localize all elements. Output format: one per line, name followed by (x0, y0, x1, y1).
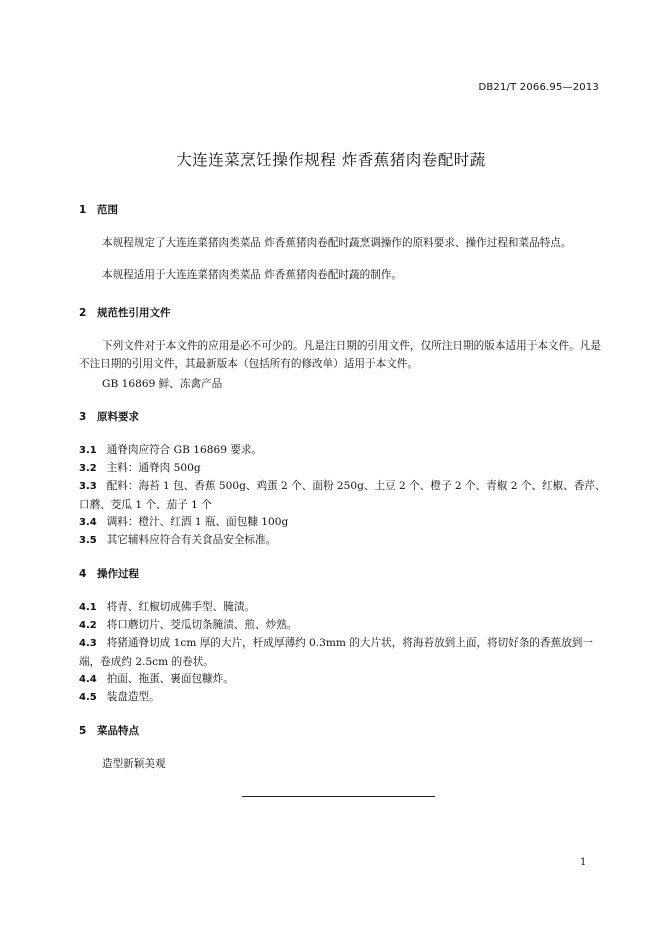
clause-3-4 (79, 513, 607, 532)
normative-reference: GB 16869 鲜、冻禽产品 (102, 378, 223, 390)
clause-text: 调料：橙汁、红酒 1 瓶、面包糠 100g (106, 516, 289, 528)
clause-number: 3.4 (79, 517, 97, 528)
section-1-paragraph-2: 本规程适用于大连连菜猪肉类菜品 炸香蕉猪肉卷配时蔬的制作。 (102, 269, 402, 281)
section-title: 范围 (97, 204, 118, 216)
section-number: 5 (79, 725, 87, 737)
section-title: 原料要求 (97, 411, 139, 423)
section-number: 2 (79, 307, 87, 319)
clause-4-1 (79, 598, 607, 617)
clause-3-2 (79, 459, 607, 478)
clause-text: 配料：海苔 1 包、香蕉 500g、鸡蛋 2 个、面粉 250g、土豆 2 个、橙子 2 个、青椒 2 个、红椒、香芹、口蘑、茭瓜 1 个、茄子 1 个 (79, 480, 606, 511)
clause-3-5 (79, 531, 607, 550)
section-2-heading (79, 305, 171, 320)
standard-code: DB21/T 2066.95—2013 (478, 82, 599, 93)
clause-text: 拍面、拖蛋、裹面包糠炸。 (106, 673, 234, 685)
clause-number: 3.5 (79, 535, 97, 546)
clause-text: 装盘造型。 (106, 691, 160, 703)
section-number: 4 (79, 568, 87, 580)
clause-4-4 (79, 670, 607, 689)
clause-4-2 (79, 616, 607, 635)
clause-number: 4.1 (79, 602, 97, 613)
clause-number: 4.5 (79, 692, 97, 703)
section-2-paragraph: 下列文件对于本文件的应用是必不可少的。凡是注日期的引用文件，仅所注日期的版本适用于本文件。凡是不注日期的引用文件，其最新版本（包括所有的修改单）适用于本文件。 (79, 340, 601, 370)
page-number: 1 (580, 857, 587, 868)
clause-4-5 (79, 688, 607, 707)
clause-3-1 (79, 441, 607, 460)
section-1-paragraph-1: 本规程规定了大连连菜猪肉类菜品 炸香蕉猪肉卷配时蔬烹调操作的原料要求、操作过程和菜品特点。 (102, 237, 572, 249)
end-of-document-rule (242, 796, 435, 797)
section-4-heading (79, 566, 139, 581)
clause-text: 将猪通脊切成 1cm 厚的大片，杆成厚薄约 0.3mm 的大片状，将海苔放到上面，将切好条的香蕉放到一端，卷成约 2.5cm 的卷状。 (79, 637, 593, 668)
section-number: 1 (79, 204, 87, 216)
section-3-heading (79, 409, 139, 424)
clause-number: 4.4 (79, 674, 97, 685)
clause-text: 通脊肉应符合 GB 16869 要求。 (106, 444, 263, 456)
section-title: 菜品特点 (97, 725, 139, 737)
clause-number: 3.1 (79, 445, 97, 456)
clause-number: 4.2 (79, 620, 97, 631)
clause-text: 将青、红椒切成佛手型、腌渍。 (106, 601, 256, 613)
section-number: 3 (79, 411, 87, 423)
clause-3-3 (79, 477, 607, 514)
clause-text: 主料：通脊肉 500g (106, 462, 201, 474)
section-title: 规范性引用文件 (97, 307, 171, 319)
section-title: 操作过程 (97, 568, 139, 580)
document-title: 大连连菜烹饪操作规程 炸香蕉猪肉卷配时蔬 (176, 151, 486, 169)
clause-text: 其它辅料应符合有关食品安全标准。 (106, 534, 277, 546)
clause-text: 将口蘑切片、茭瓜切条腌渍、煎、炒熟。 (106, 619, 298, 631)
section-1-heading (79, 202, 118, 217)
clause-number: 3.3 (79, 481, 97, 492)
clause-number: 3.2 (79, 463, 97, 474)
section-5-heading (79, 723, 139, 738)
clause-4-3 (79, 634, 607, 671)
clause-number: 4.3 (79, 638, 97, 649)
section-5-paragraph: 造型新颖美观 (102, 758, 166, 770)
